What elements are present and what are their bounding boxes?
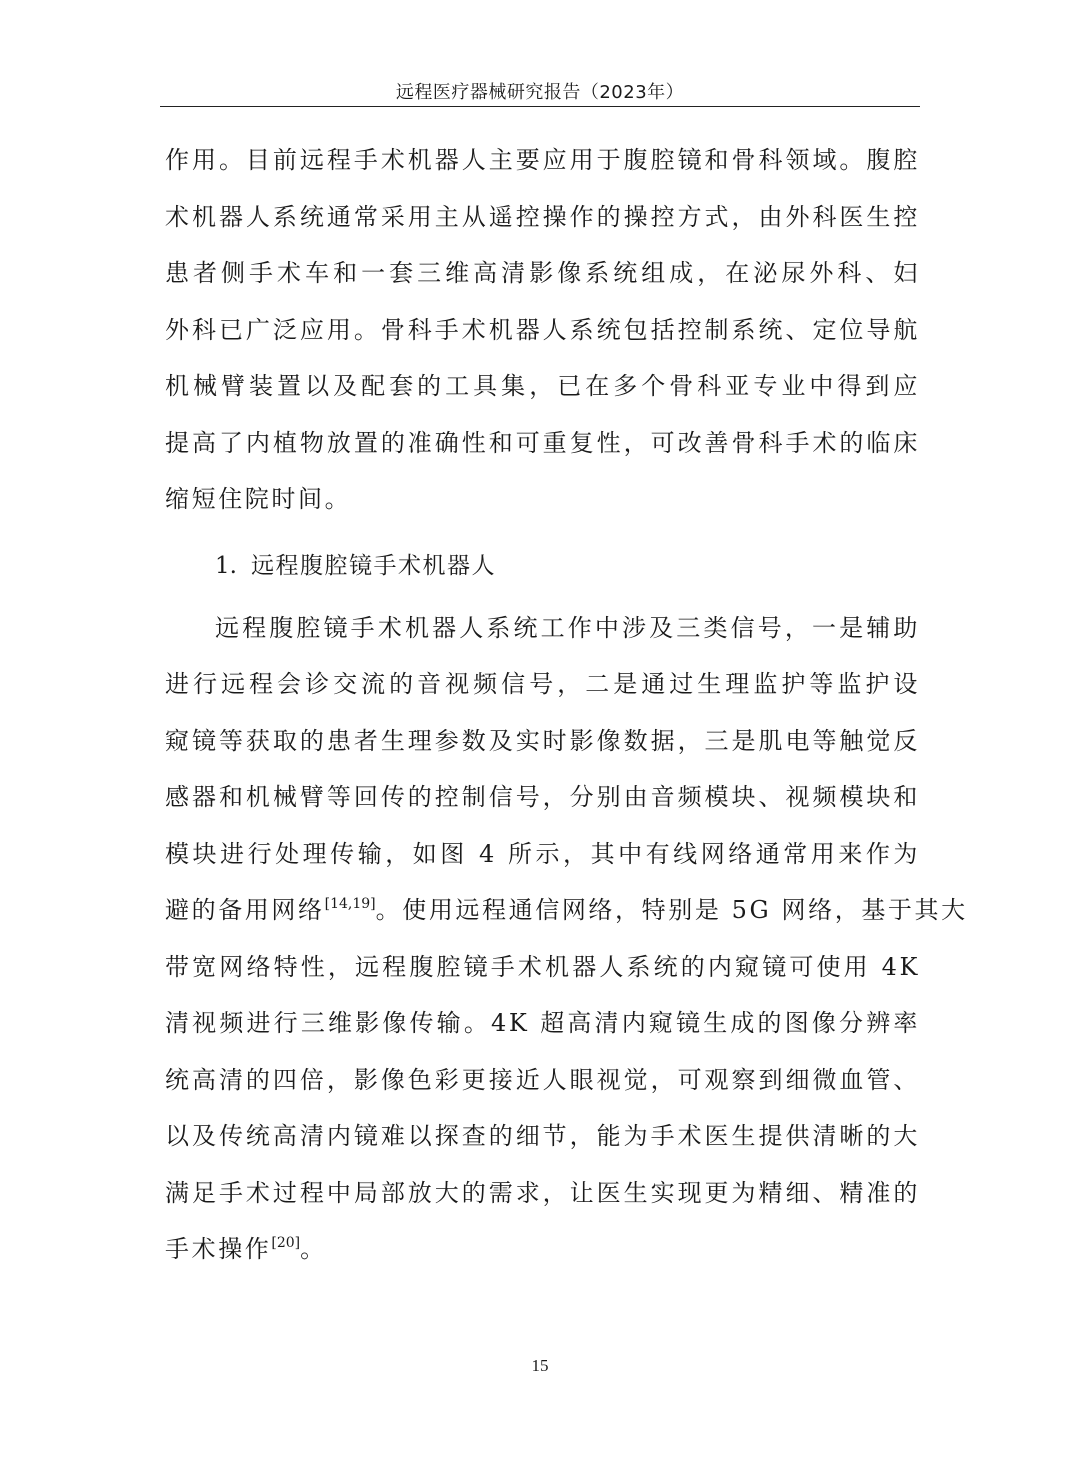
text-line: 作用。目前远程手术机器人主要应用于腹腔镜和骨科领域。腹腔	[165, 146, 920, 174]
section-number: 1.	[215, 552, 237, 579]
text-line: 模块进行处理传输，如图 4 所示，其中有线网络通常用来作为	[165, 839, 920, 868]
text-segment: 手术操作	[165, 1235, 272, 1263]
text-segment: 避的备用网络	[165, 896, 325, 924]
text-line-with-citation	[165, 1221, 920, 1278]
text-segment: 。	[300, 1235, 327, 1263]
text-line: 以及传统高清内镜难以探查的细节，能为手术医生提供清晰的大	[165, 1122, 920, 1150]
running-header: 远程医疗器械研究报告（2023年）	[395, 82, 685, 103]
text-line: 机械臂装置以及配套的工具集，已在多个骨科亚专业中得到应	[165, 372, 920, 400]
text-line: 提高了内植物放置的准确性和可重复性，可改善骨科手术的临床	[165, 428, 920, 457]
text-line: 窥镜等获取的患者生理参数及实时影像数据，三是肌电等触觉反	[165, 726, 920, 755]
citation-ref: [14,19]	[324, 896, 376, 912]
text-line: 感器和机械臂等回传的控制信号，分别由音频模块、视频模块和	[165, 783, 920, 811]
text-line: 带宽网络特性，远程腹腔镜手术机器人系统的内窥镜可使用 4K	[165, 952, 920, 981]
text-line: 患者侧手术车和一套三维高清影像系统组成，在泌尿外科、妇	[165, 259, 920, 287]
text-line: 统高清的四倍，影像色彩更接近人眼视觉，可观察到细微血管、	[165, 1065, 920, 1094]
text-line: 清视频进行三维影像传输。4K 超高清内窥镜生成的图像分辨率	[165, 1009, 920, 1037]
citation-ref: [20]	[271, 1235, 301, 1251]
section-title: 远程腹腔镜手术机器人	[250, 552, 496, 579]
text-line: 术机器人系统通常采用主从遥控操作的操控方式，由外科医生控	[165, 202, 920, 231]
paragraph-laparoscopic	[165, 600, 968, 1278]
section-heading	[165, 536, 920, 596]
header-divider	[160, 106, 920, 107]
body-text	[165, 132, 968, 1278]
paragraph-intro	[165, 132, 920, 528]
text-line-with-citation	[165, 882, 968, 939]
page-number: 15	[531, 1356, 549, 1375]
text-line: 满足手术过程中局部放大的需求，让医生实现更为精细、精准的	[165, 1178, 920, 1207]
text-line: 缩短住院时间。	[165, 485, 352, 513]
text-line: 远程腹腔镜手术机器人系统工作中涉及三类信号，一是辅助	[215, 613, 920, 642]
text-segment: 。使用远程通信网络，特别是 5G 网络，基于其大	[375, 896, 968, 924]
text-line: 外科已广泛应用。骨科手术机器人系统包括控制系统、定位导航	[165, 315, 920, 344]
text-line: 进行远程会诊交流的音视频信号，二是通过生理监护等监护设	[165, 670, 920, 698]
